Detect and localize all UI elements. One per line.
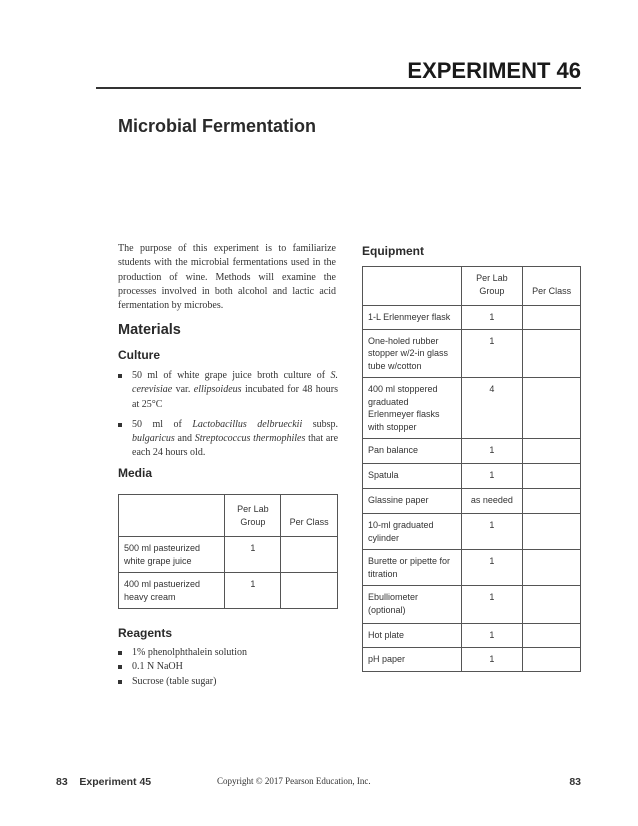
col-per-lab: Per Lab Group	[461, 267, 523, 306]
variety-name: bulgaricus	[132, 433, 175, 445]
equipment-heading: Equipment	[362, 244, 424, 258]
intro-paragraph: The purpose of this experiment is to familiarize students with the microbial fermentations used in the production of wine. Methods will examine the processes involved in both alcohol and lactic acid fermentation by microbes.	[118, 243, 336, 312]
table-row: pH paper 1	[363, 648, 581, 672]
bullet-icon	[118, 423, 122, 427]
table-row: One-holed rubber stopper w/2-in glass tube w/cotton 1	[363, 329, 581, 378]
experiment-title: EXPERIMENT 46	[407, 58, 581, 83]
table-row: Hot plate 1	[363, 624, 581, 648]
table-header-row	[363, 267, 581, 306]
bullet-icon	[118, 374, 122, 378]
materials-heading: Materials	[118, 322, 181, 338]
table-row: Spatula 1	[363, 464, 581, 489]
footer-page-number: 83	[569, 776, 581, 788]
reagents-heading: Reagents	[118, 626, 173, 640]
table-row: Pan balance 1	[363, 439, 581, 464]
organism-name: S. cerevisiae	[132, 370, 339, 396]
list-item: 50 ml of white grape juice broth culture of S. cerevisiae var. ellipsoideus incubated for 48 hours at 25°C	[118, 369, 338, 412]
media-heading: Media	[118, 466, 153, 480]
list-item: Sucrose (table sugar)	[118, 675, 338, 689]
list-item: 1% phenolphthalein solution	[118, 646, 338, 660]
variety-name: ellipsoideus	[193, 384, 242, 396]
col-per-class: Per Class	[281, 495, 338, 537]
table-row: 1-L Erlenmeyer flask 1	[363, 306, 581, 330]
table-row: 10-ml graduated cylinder 1	[363, 514, 581, 550]
footer-copyright: Copyright © 2017 Pearson Education, Inc.	[217, 776, 371, 786]
title-rule	[96, 87, 581, 89]
culture-list	[118, 369, 338, 467]
chapter-title: Microbial Fermentation	[118, 116, 317, 136]
table-row: Ebulliometer (optional) 1	[363, 586, 581, 624]
equipment-table	[362, 266, 581, 672]
list-item: 50 ml of Lactobacillus delbrueckii subsp. bulgaricus and Streptococcus thermophiles that are each 24 hours old.	[118, 418, 338, 461]
organism-name: Lactobacillus delbrueckii	[192, 418, 303, 430]
bullet-icon	[118, 651, 122, 655]
media-table	[118, 494, 338, 609]
bullet-icon	[118, 665, 122, 669]
table-row: 400 ml stoppered graduated Erlenmeyer flasks with stopper 4	[363, 378, 581, 439]
organism-name: Streptococcus thermophiles	[194, 433, 306, 445]
footer-page-label: 83 Experiment 45	[56, 776, 152, 788]
table-row: Burette or pipette for titration 1	[363, 550, 581, 586]
bullet-icon	[118, 680, 122, 684]
table-row: Glassine paper as needed	[363, 489, 581, 514]
reagents-list	[118, 646, 338, 689]
list-item: 0.1 N NaOH	[118, 660, 338, 674]
col-per-lab: Per Lab Group	[225, 495, 281, 537]
table-row: 400 ml pastuerized heavy cream 1	[119, 573, 338, 609]
table-header-row	[119, 495, 338, 537]
culture-heading: Culture	[118, 348, 160, 362]
col-per-class: Per Class	[523, 267, 581, 306]
table-row: 500 ml pasteurized white grape juice 1	[119, 537, 338, 573]
